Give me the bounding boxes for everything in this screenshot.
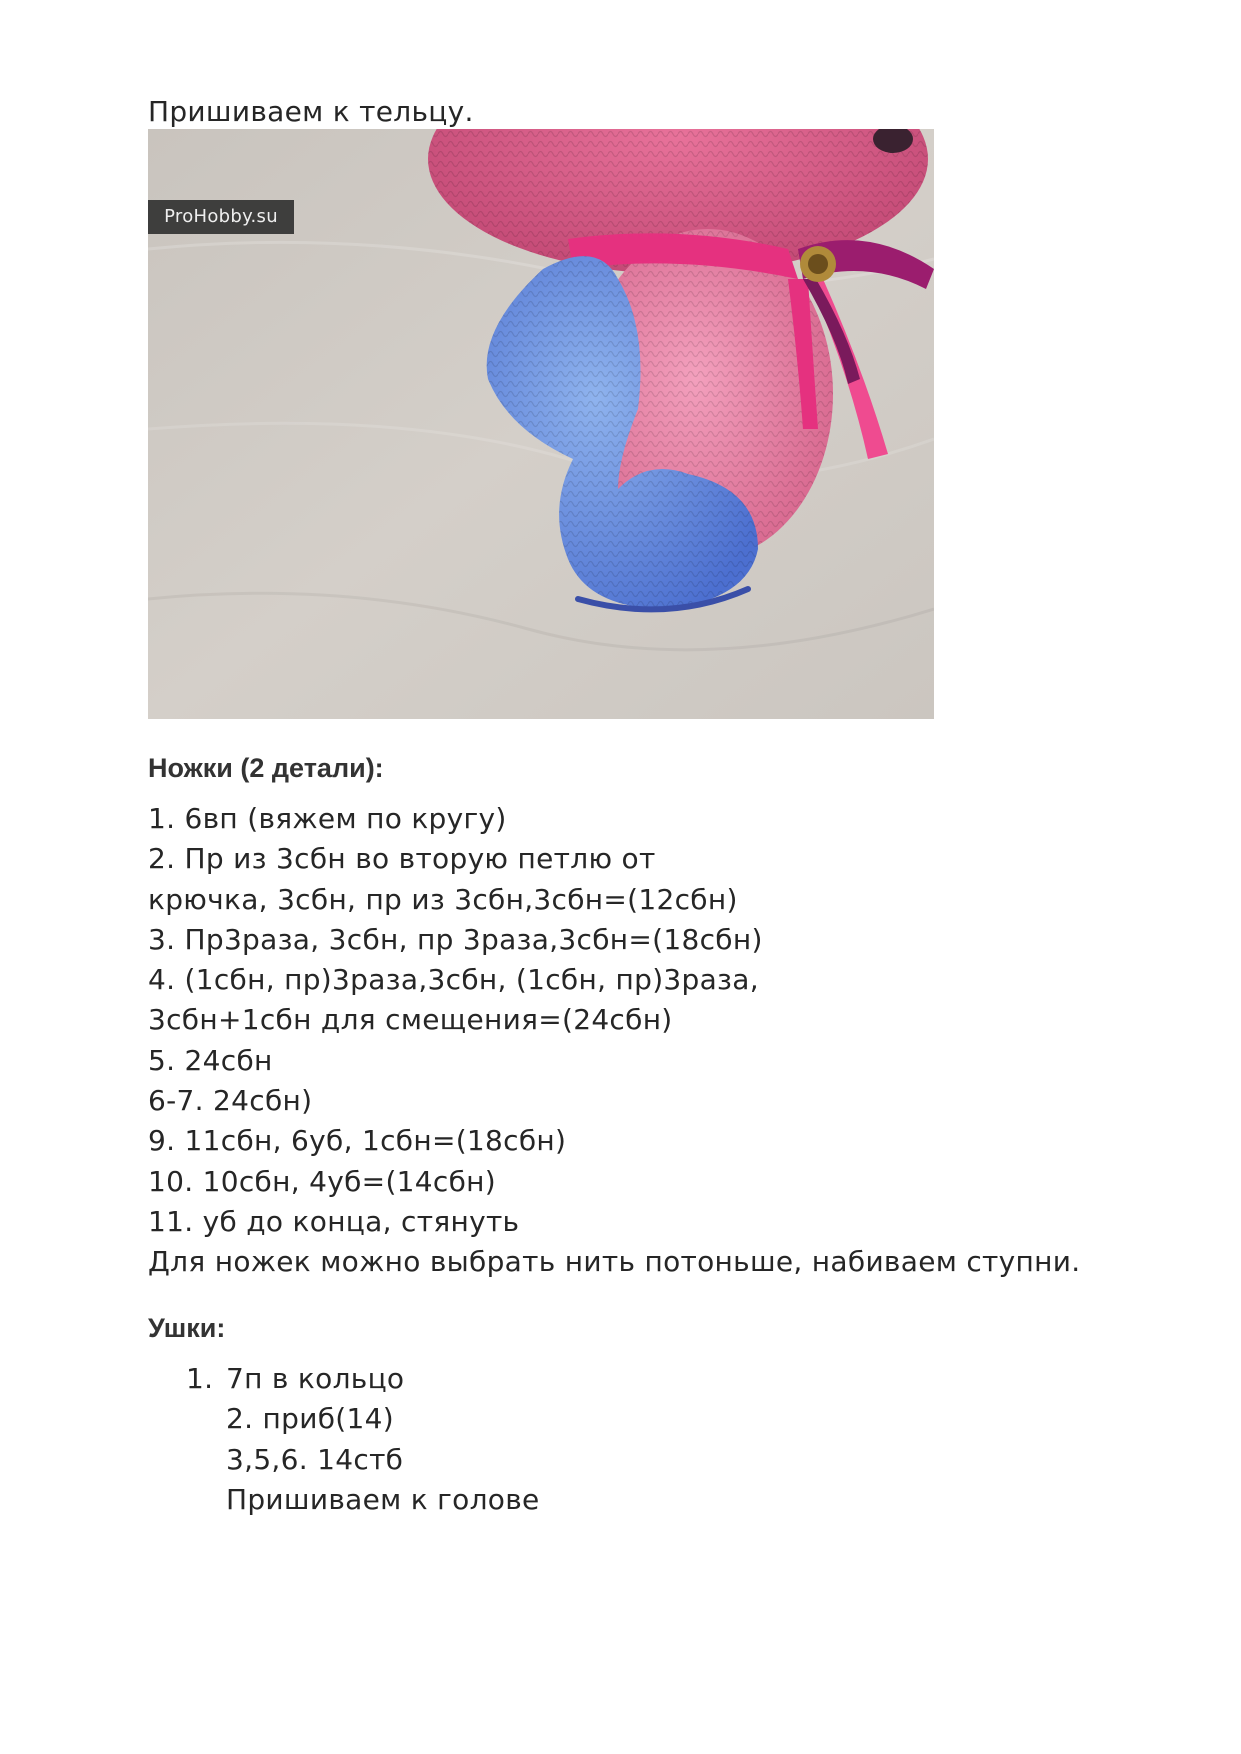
legs-line: 6-7. 24сбн)	[148, 1084, 313, 1118]
ears-first-number: 1.	[186, 1362, 214, 1395]
intro-text: Пришиваем к тельцу.	[148, 95, 474, 128]
ears-heading: Ушки:	[148, 1313, 226, 1343]
legs-line: 4. (1сбн, пр)3раза,3сбн, (1сбн, пр)3раза,	[148, 963, 759, 997]
legs-line: 9. 11сбн, 6уб, 1сбн=(18сбн)	[148, 1124, 567, 1158]
ears-first-text: 7п в кольцо	[226, 1362, 405, 1395]
legs-line: 2. Пр из 3сбн во вторую петлю от	[148, 842, 656, 876]
ears-line: 2. приб(14)	[226, 1402, 394, 1436]
legs-line: 3. Пр3раза, 3сбн, пр 3раза,3сбн=(18сбн)	[148, 922, 763, 956]
ears-instructions	[186, 1359, 540, 1520]
legs-line: 5. 24сбн	[148, 1043, 273, 1077]
ears-line: Пришиваем к голове	[226, 1482, 540, 1516]
amigurumi-photo	[148, 129, 934, 719]
watermark-label: ProHobby.su	[148, 200, 294, 234]
legs-line: 1. 6вп (вяжем по кругу)	[148, 802, 507, 835]
legs-heading: Ножки (2 детали):	[148, 753, 384, 783]
legs-line: 10. 10сбн, 4уб=(14сбн)	[148, 1164, 496, 1198]
legs-note: Для ножек можно выбрать нить потоньше, набиваем ступни.	[148, 1245, 1081, 1279]
legs-instructions	[148, 799, 1148, 1283]
ears-line: 3,5,6. 14стб	[226, 1442, 404, 1476]
legs-line: 11. уб до конца, стянуть	[148, 1204, 520, 1238]
legs-line: 3сбн+1сбн для смещения=(24сбн)	[148, 1003, 673, 1037]
ears-line	[186, 1359, 540, 1399]
legs-line: крючка, 3сбн, пр из 3сбн,3сбн=(12сбн)	[148, 882, 738, 916]
